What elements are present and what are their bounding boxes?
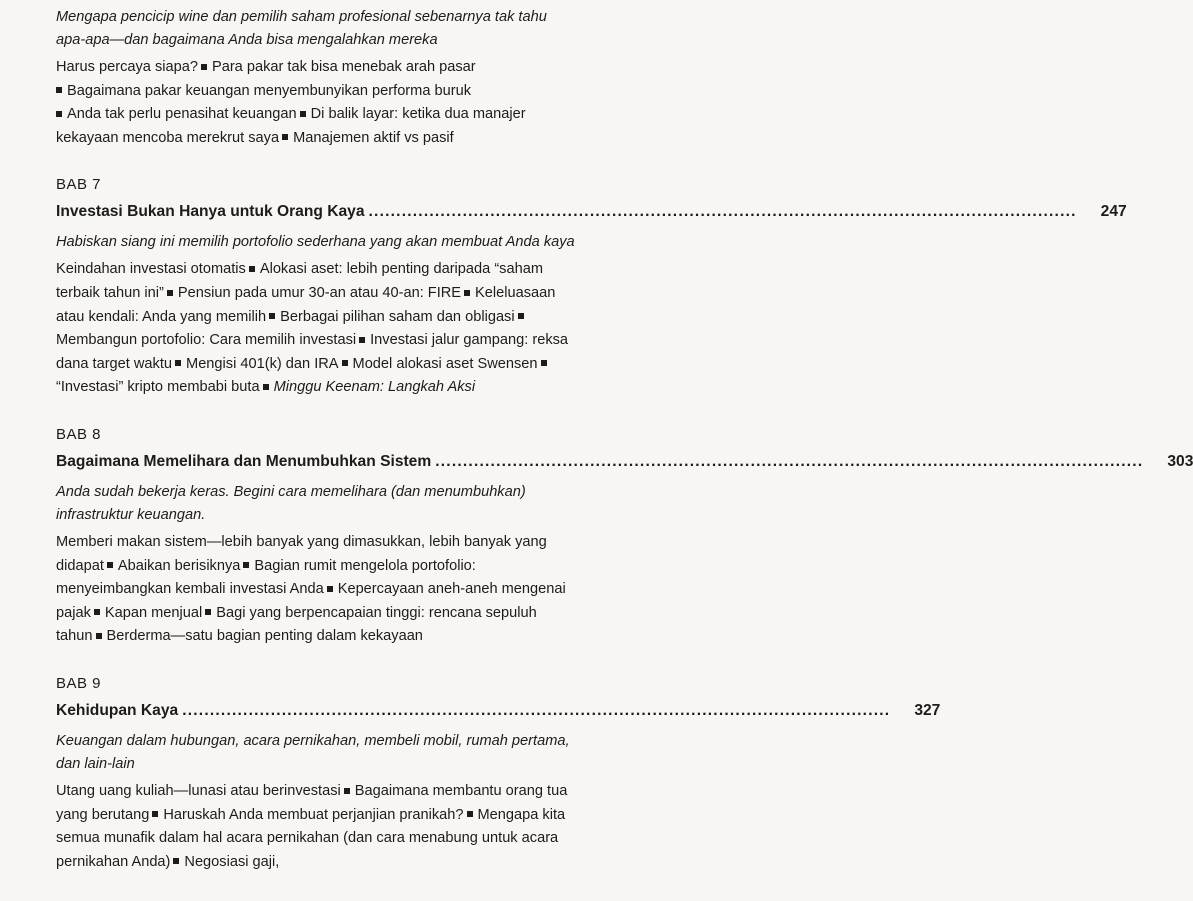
bullet-icon — [167, 290, 173, 296]
page-number: 327 — [914, 701, 941, 719]
bullet-icon — [282, 134, 288, 140]
chapter-8 — [56, 425, 1193, 649]
bullet-icon — [205, 609, 211, 615]
topic: Bagaimana membantu orang tua yang berutang — [56, 782, 568, 823]
topic: Mengapa kita semua munafik dalam hal acara pernikahan (dan cara menabung untuk acara pernikahan Anda) — [56, 806, 566, 870]
topic: Di balik layar: ketika dua manajer kekayaan mencoba merekrut saya — [56, 106, 526, 146]
chapter-subtitle: Anda sudah bekerja keras. Begini cara memelihara (dan menumbuhkan) infrastruktur keuangan. — [56, 483, 526, 523]
bullet-icon — [464, 290, 470, 296]
topic: Haruskah Anda membuat perjanjian pranikah? — [163, 806, 464, 823]
topic: Negosiasi gaji, — [184, 853, 280, 870]
topic: Bagian rumit mengelola portofolio: menyeimbangkan kembali investasi Anda — [56, 557, 476, 598]
topic: Berbagai pilihan saham dan obligasi — [280, 308, 515, 325]
chapter-subtitle: Habiskan siang ini memilih portofolio sederhana yang akan membuat Anda kaya — [56, 234, 575, 251]
chapter-subtitle: Mengapa pencicip wine dan pemilih saham profesional sebenarnya tak tahu apa-apa—dan bagaimana Anda bisa mengalahkan mereka — [56, 9, 547, 48]
bullet-icon — [359, 337, 365, 343]
chapter-topics — [56, 56, 576, 150]
topic: Berderma—satu bagian penting dalam kekayaan — [106, 628, 423, 645]
previous-chapter-continuation — [56, 6, 576, 150]
bullet-icon — [175, 360, 181, 366]
topic: Alokasi aset: lebih penting daripada “saham terbaik tahun ini” — [56, 261, 543, 301]
topic: Investasi jalur gampang: reksa dana target waktu — [56, 332, 569, 372]
topic: Bagaimana pakar keuangan menyembunyikan performa buruk — [67, 82, 472, 99]
page-number: 247 — [1100, 203, 1127, 221]
chapter-topics — [56, 531, 576, 649]
bullet-icon — [56, 111, 62, 117]
topic: Manajemen aktif vs pasif — [293, 129, 454, 146]
bullet-icon — [249, 266, 255, 272]
topic: Anda tak perlu penasihat keuangan — [67, 106, 297, 123]
bullet-icon — [107, 562, 113, 568]
chapter-label: BAB 9 — [56, 674, 102, 692]
bullet-icon — [327, 586, 333, 592]
chapter-topics — [56, 258, 576, 400]
bullet-icon — [96, 633, 102, 639]
bullet-icon — [342, 360, 348, 366]
topic: Harus percaya siapa? — [56, 59, 198, 75]
bullet-icon — [541, 360, 547, 366]
bullet-icon — [152, 811, 158, 817]
chapter-title: Investasi Bukan Hanya untuk Orang Kaya — [56, 203, 365, 221]
topic: Kepercayaan aneh-aneh mengenai pajak — [56, 581, 566, 621]
bullet-icon — [300, 111, 306, 117]
chapter-topics — [56, 780, 576, 874]
chapter-title-row[interactable] — [56, 203, 1127, 221]
bullet-icon — [467, 811, 473, 817]
page-number: 303 — [1167, 452, 1193, 470]
topic: Membangun portofolio: Cara memilih investasi — [56, 332, 357, 349]
dot-leader — [182, 702, 890, 720]
chapter-label: BAB 7 — [56, 176, 102, 194]
topic: Para pakar tak bisa menebak arah pasar — [211, 59, 476, 75]
topic: Keindahan investasi otomatis — [56, 261, 246, 278]
bullet-icon — [173, 858, 179, 864]
chapter-subtitle: Keuangan dalam hubungan, acara pernikahan, membeli mobil, rumah pertama, dan lain-lain — [56, 732, 570, 772]
topic: Bagi yang berpencapaian tinggi: rencana sepuluh tahun — [56, 604, 537, 645]
topic: “Investasi” kripto membabi buta — [56, 379, 260, 396]
bullet-icon — [243, 562, 249, 568]
chapter-title: Bagaimana Memelihara dan Menumbuhkan Sistem — [56, 452, 432, 470]
bullet-icon — [269, 313, 275, 319]
chapter-label: BAB 8 — [56, 425, 102, 443]
chapter-title: Kehidupan Kaya — [56, 701, 179, 719]
bullet-icon — [94, 609, 100, 615]
topic: Model alokasi aset Swensen — [352, 355, 538, 372]
topic: Utang uang kuliah—lunasi atau berinvestasi — [56, 782, 341, 799]
bullet-icon — [344, 788, 350, 794]
chapter-9 — [56, 674, 941, 874]
topic: Memberi makan sistem—lebih banyak yang dimasukkan, lebih banyak yang didapat — [56, 533, 547, 574]
bullet-icon — [56, 87, 62, 93]
chapter-7 — [56, 176, 1127, 400]
table-of-contents-page — [56, 6, 1193, 874]
dot-leader — [369, 203, 1077, 221]
bullet-icon — [201, 64, 207, 70]
topic: Abaikan berisiknya — [117, 557, 241, 574]
chapter-title-row[interactable] — [56, 701, 941, 720]
action-steps-label: Minggu Keenam: Langkah Aksi — [273, 379, 476, 396]
topic: Mengisi 401(k) dan IRA — [186, 355, 339, 372]
topic: Kapan menjual — [104, 604, 203, 621]
topic: Pensiun pada umur 30-an atau 40-an: FIRE — [177, 284, 462, 301]
chapter-title-row[interactable] — [56, 452, 1193, 471]
bullet-icon — [518, 313, 524, 319]
bullet-icon — [263, 384, 269, 390]
dot-leader — [435, 453, 1143, 471]
topic: Keleluasaan atau kendali: Anda yang memilih — [56, 284, 556, 325]
